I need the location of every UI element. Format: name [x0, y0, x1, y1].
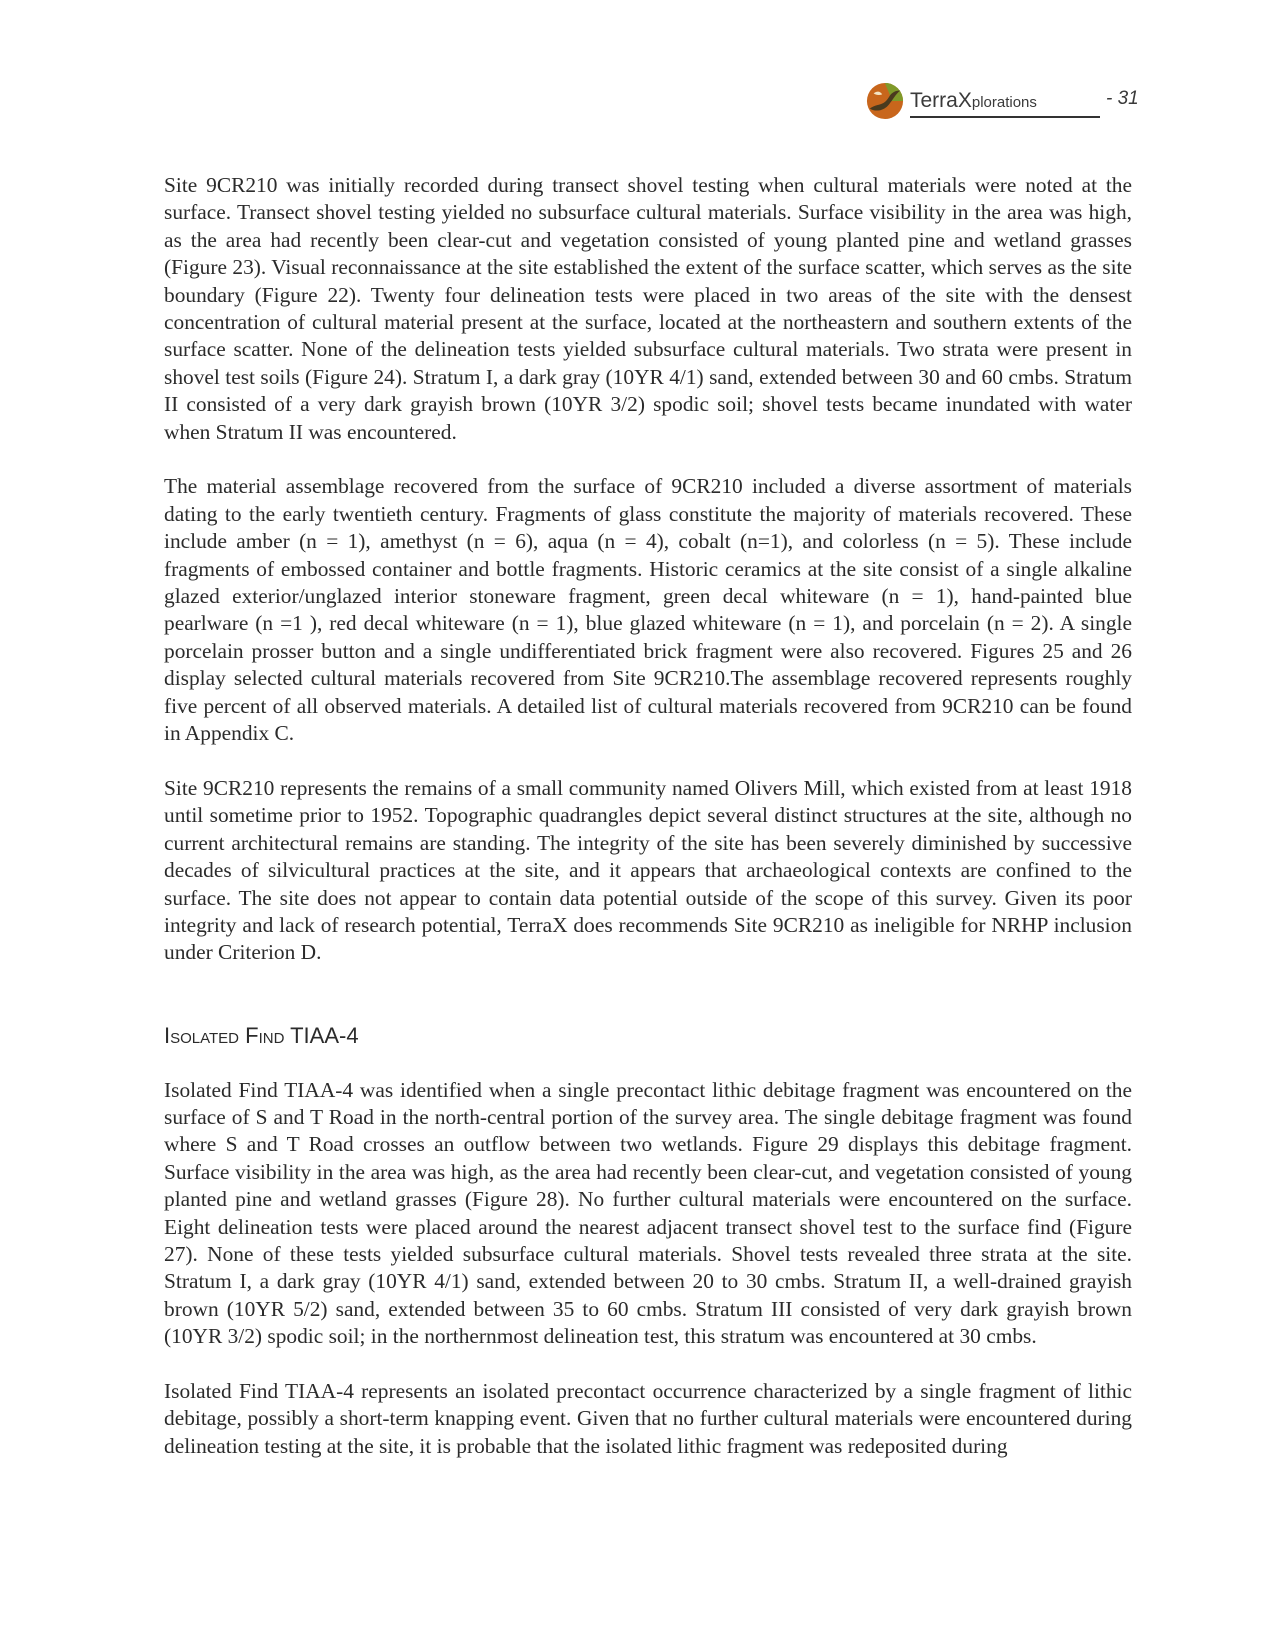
- paragraph-isolated-find: Isolated Find TIAA-4 was identified when a single precontact lithic debitage fragment was encountered on the surface of S and T Road in the north-central portion of the survey area. The single debitage fragment was found where S and T Road crosses an outflow between two wetlands. Figure 29 displays this debitage fragment. Surface visibility in the area was high, as the area had recently been clear-cut, and vegetation consisted of young planted pine and wetland grasses (Figure 28). No further cultural materials were encountered on the surface. Eight delineation tests were placed around the nearest adjacent transect shovel test to the surface find (Figure 27). None of these tests yielded subsurface cultural materials. Shovel tests revealed three strata at the site. Stratum I, a dark gray (10YR 4/1) sand, extended between 20 to 30 cmbs. Stratum II, a well-drained grayish brown (10YR 5/2) sand, extended between 35 to 60 cmbs. Stratum III consisted of very dark grayish brown (10YR 3/2) spodic soil; in the northernmost delineation test, this stratum was encountered at 30 cmbs.: [164, 1077, 1132, 1349]
- header-rule: [910, 116, 1100, 118]
- section-heading: Isolated Find TIAA-4: [164, 1022, 359, 1048]
- paragraph-site-recording: Site 9CR210 was initially recorded during transect shovel testing when cultural materials were noted at the surface. Transect shovel testing yielded no subsurface cultural materials. Surface visibility in the area was high, as the area had recently been clear-cut and vegetation consisted of young planted pine and wetland grasses (Figure 23). Visual reconnaissance at the site established the extent of the surface scatter, which serves as the site boundary (Figure 22). Twenty four delineation tests were placed in two areas of the site with the densest concentration of cultural material present at the surface, located at the northeastern and southern extents of the surface scatter. None of the delineation tests yielded subsurface cultural materials. Two strata were present in shovel test soils (Figure 24). Stratum I, a dark gray (10YR 4/1) sand, extended between 30 and 60 cmbs. Stratum II consisted of a very dark grayish brown (10YR 3/2) spodic soil; shovel tests became inundated with water when Stratum II was encountered.: [164, 173, 1132, 444]
- section-spacer: [164, 967, 1132, 1022]
- page-number: - 31: [1106, 88, 1139, 109]
- paragraph-spacer: [164, 446, 1132, 473]
- paragraph-spacer: [164, 1351, 1132, 1378]
- page-header: [866, 82, 1146, 122]
- paragraph-spacer: [164, 748, 1132, 775]
- brand-name: [910, 89, 1037, 113]
- brand-rest: plorations: [971, 94, 1037, 111]
- paragraph-spacer: [164, 1049, 1132, 1076]
- brand-main: TerraX: [910, 89, 972, 112]
- paragraph-site-significance: Site 9CR210 represents the remains of a small community named Olivers Mill, which existed from at least 1918 until sometime prior to 1952. Topographic quadrangles depict several distinct structures at the site, although no current architectural remains are standing. The integrity of the site has been severely diminished by successive decades of silvicultural practices at the site, and it appears that archaeological contexts are confined to the surface. The site does not appear to contain data potential outside of the scope of this survey. Given its poor integrity and lack of research potential, TerraX does recommends Site 9CR210 as ineligible for NRHP inclusion under Criterion D.: [164, 775, 1132, 965]
- paragraph-isolated-find-assessment: Isolated Find TIAA-4 represents an isolated precontact occurrence characterized by a single fragment of lithic debitage, possibly a short-term knapping event. Given that no further cultural materials were encountered during delineation testing at the site, it is probable that the isolated lithic fragment was redeposited during: [164, 1379, 1132, 1458]
- terrax-globe-logo-icon: [866, 82, 904, 120]
- paragraph-material-assemblage: The material assemblage recovered from the surface of 9CR210 included a diverse assortment of materials dating to the early twentieth century. Fragments of glass constitute the majority of materials recovered. These include amber (n = 1), amethyst (n = 6), aqua (n = 4), cobalt (n=1), and colorless (n = 5). These include fragments of embossed container and bottle fragments. Historic ceramics at the site consist of a single alkaline glazed exterior/unglazed interior stoneware fragment, green decal whiteware (n = 1), hand-painted blue pearlware (n =1 ), red decal whiteware (n = 1), blue glazed whiteware (n = 1), and porcelain (n = 2). A single porcelain prosser button and a single undifferentiated brick fragment were also recovered. Figures 25 and 26 display selected cultural materials recovered from Site 9CR210.The assemblage recovered represents roughly five percent of all observed materials. A detailed list of cultural materials recovered from 9CR210 can be found in Appendix C.: [164, 474, 1132, 746]
- document-body: [164, 172, 1132, 1460]
